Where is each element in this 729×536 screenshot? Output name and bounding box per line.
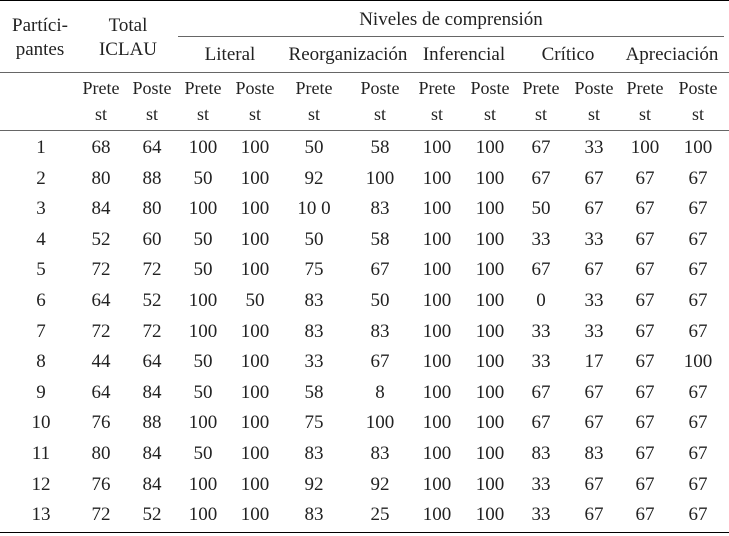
table-cell-r7-c4: 100	[240, 321, 270, 342]
table-cell-r4-c12: 67	[688, 229, 708, 250]
postest-header-2-a: Poste	[132, 78, 172, 98]
table-cell-r11-c1: 80	[91, 443, 111, 464]
table-cell-r3-c12: 67	[688, 198, 708, 219]
table-cell-r9-c9: 67	[531, 382, 551, 403]
table-cell-r4-c2: 60	[142, 229, 162, 250]
table-cell-r2-c8: 100	[475, 168, 505, 189]
table-cell-r4-c11: 67	[635, 229, 655, 250]
table-cell-r6-c5: 83	[304, 290, 324, 311]
table-cell-r7-c11: 67	[635, 321, 655, 342]
group-underline	[0, 72, 729, 73]
table-cell-r11-c11: 67	[635, 443, 655, 464]
pretest-header-5-a: Prete	[295, 78, 333, 98]
table-cell-r9-c11: 67	[635, 382, 655, 403]
table-cell-r2-c0: 2	[36, 168, 46, 189]
postest-header-6-a: Poste	[360, 78, 400, 98]
table-cell-r8-c1: 44	[91, 351, 111, 372]
table-cell-r13-c10: 67	[584, 504, 604, 525]
table-cell-r2-c4: 100	[240, 168, 270, 189]
table-cell-r5-c7: 100	[422, 259, 452, 280]
table-cell-r6-c9: 0	[536, 290, 546, 311]
table-cell-r5-c0: 5	[36, 259, 46, 280]
table-cell-r5-c3: 50	[193, 259, 213, 280]
header-participantes-2: pantes	[15, 39, 65, 60]
table-cell-r2-c3: 50	[193, 168, 213, 189]
table-cell-r5-c6: 67	[370, 259, 390, 280]
table-cell-r6-c6: 50	[370, 290, 390, 311]
table-cell-r6-c3: 100	[188, 290, 218, 311]
table-cell-r8-c10: 17	[584, 351, 604, 372]
table-cell-r2-c7: 100	[422, 168, 452, 189]
table-cell-r10-c4: 100	[240, 412, 270, 433]
table-cell-r12-c4: 100	[240, 474, 270, 495]
table-cell-r10-c6: 100	[365, 412, 395, 433]
table-cell-r1-c0: 1	[36, 137, 46, 158]
table-cell-r12-c6: 92	[370, 474, 390, 495]
table-cell-r7-c2: 72	[142, 321, 162, 342]
table-cell-r13-c1: 72	[91, 504, 111, 525]
table-cell-r10-c0: 10	[31, 412, 51, 433]
table-cell-r2-c5: 92	[304, 168, 324, 189]
table-cell-r13-c0: 13	[31, 504, 51, 525]
table-cell-r5-c9: 67	[531, 259, 551, 280]
table-cell-r4-c4: 100	[240, 229, 270, 250]
table-cell-r11-c2: 84	[142, 443, 162, 464]
table-cell-r13-c5: 83	[304, 504, 324, 525]
table-cell-r6-c8: 100	[475, 290, 505, 311]
table-cell-r11-c9: 83	[531, 443, 551, 464]
niveles-underline	[178, 36, 724, 37]
table-cell-r3-c4: 100	[240, 198, 270, 219]
table-cell-r13-c12: 67	[688, 504, 708, 525]
table-cell-r10-c12: 67	[688, 412, 708, 433]
table-cell-r10-c10: 67	[584, 412, 604, 433]
table-cell-r5-c2: 72	[142, 259, 162, 280]
table-cell-r1-c4: 100	[240, 137, 270, 158]
table-cell-r8-c8: 100	[475, 351, 505, 372]
table-cell-r2-c1: 80	[91, 168, 111, 189]
table-cell-r8-c3: 50	[193, 351, 213, 372]
table-cell-r1-c6: 58	[370, 137, 390, 158]
postest-header-4-a: Poste	[235, 78, 275, 98]
table-cell-r5-c10: 67	[584, 259, 604, 280]
postest-header-12-b: st	[691, 104, 704, 124]
table-cell-r9-c3: 50	[193, 382, 213, 403]
table-cell-r12-c2: 84	[142, 474, 162, 495]
table-cell-r6-c7: 100	[422, 290, 452, 311]
table-cell-r13-c4: 100	[240, 504, 270, 525]
postest-header-4-b: st	[248, 104, 261, 124]
table-cell-r9-c12: 67	[688, 382, 708, 403]
table-cell-r12-c11: 67	[635, 474, 655, 495]
table-cell-r1-c1: 68	[91, 137, 111, 158]
postest-header-2-b: st	[145, 104, 158, 124]
table-cell-r10-c2: 88	[142, 412, 162, 433]
header-total-2: ICLAU	[98, 39, 158, 60]
table-cell-r10-c11: 67	[635, 412, 655, 433]
table-cell-r6-c0: 6	[36, 290, 46, 311]
table-cell-r7-c6: 83	[370, 321, 390, 342]
table-cell-r13-c2: 52	[142, 504, 162, 525]
header-bottom-rule	[0, 130, 729, 131]
table-cell-r7-c10: 33	[584, 321, 604, 342]
pretest-header-1-b: st	[94, 104, 107, 124]
table-cell-r11-c3: 50	[193, 443, 213, 464]
table-cell-r13-c6: 25	[370, 504, 390, 525]
table-cell-r7-c9: 33	[531, 321, 551, 342]
table-cell-r13-c9: 33	[531, 504, 551, 525]
table-cell-r7-c5: 83	[304, 321, 324, 342]
table-cell-r3-c9: 50	[531, 198, 551, 219]
group-literal: Literal	[204, 44, 256, 65]
table-cell-r6-c10: 33	[584, 290, 604, 311]
postest-header-8-b: st	[483, 104, 496, 124]
top-rule	[0, 0, 729, 1]
table-cell-r2-c12: 67	[688, 168, 708, 189]
table-cell-r6-c4: 50	[245, 290, 265, 311]
table-cell-r4-c3: 50	[193, 229, 213, 250]
pretest-header-9-b: st	[534, 104, 547, 124]
table-cell-r3-c8: 100	[475, 198, 505, 219]
pretest-header-7-a: Prete	[418, 78, 456, 98]
table-cell-r11-c7: 100	[422, 443, 452, 464]
table-cell-r12-c9: 33	[531, 474, 551, 495]
table-cell-r13-c7: 100	[422, 504, 452, 525]
table-cell-r12-c7: 100	[422, 474, 452, 495]
table-cell-r4-c9: 33	[531, 229, 551, 250]
table-cell-r6-c11: 67	[635, 290, 655, 311]
table-cell-r1-c10: 33	[584, 137, 604, 158]
table-cell-r8-c0: 8	[36, 351, 46, 372]
table-cell-r12-c12: 67	[688, 474, 708, 495]
table-cell-r7-c8: 100	[475, 321, 505, 342]
pretest-header-11-a: Prete	[626, 78, 664, 98]
table-cell-r3-c11: 67	[635, 198, 655, 219]
table-cell-r10-c3: 100	[188, 412, 218, 433]
postest-header-6-b: st	[373, 104, 386, 124]
table-cell-r9-c10: 67	[584, 382, 604, 403]
pretest-header-9-a: Prete	[522, 78, 560, 98]
table-cell-r3-c1: 84	[91, 198, 111, 219]
table-cell-r2-c6: 100	[365, 168, 395, 189]
table-cell-r9-c1: 64	[91, 382, 111, 403]
table-cell-r11-c0: 11	[31, 443, 51, 464]
table-cell-r3-c6: 83	[370, 198, 390, 219]
table-cell-r7-c0: 7	[36, 321, 46, 342]
table-cell-r12-c1: 76	[91, 474, 111, 495]
table-cell-r4-c7: 100	[422, 229, 452, 250]
table-cell-r8-c4: 100	[240, 351, 270, 372]
table-cell-r10-c1: 76	[91, 412, 111, 433]
table-cell-r9-c4: 100	[240, 382, 270, 403]
table-cell-r4-c8: 100	[475, 229, 505, 250]
table-cell-r4-c0: 4	[36, 229, 46, 250]
table-cell-r8-c2: 64	[142, 351, 162, 372]
table-cell-r6-c2: 52	[142, 290, 162, 311]
header-niveles: Niveles de comprensión	[359, 9, 543, 30]
pretest-header-1-a: Prete	[82, 78, 120, 98]
table-cell-r1-c11: 100	[630, 137, 660, 158]
table-cell-r12-c0: 12	[31, 474, 51, 495]
table-cell-r2-c2: 88	[142, 168, 162, 189]
table-cell-r11-c4: 100	[240, 443, 270, 464]
table-cell-r8-c12: 100	[683, 351, 713, 372]
table-cell-r2-c10: 67	[584, 168, 604, 189]
postest-header-8-a: Poste	[470, 78, 510, 98]
postest-header-12-a: Poste	[678, 78, 718, 98]
table-cell-r13-c11: 67	[635, 504, 655, 525]
table-cell-r5-c12: 67	[688, 259, 708, 280]
table-cell-r1-c7: 100	[422, 137, 452, 158]
table-cell-r8-c5: 33	[304, 351, 324, 372]
table-cell-r8-c9: 33	[531, 351, 551, 372]
table-cell-r9-c8: 100	[475, 382, 505, 403]
table-cell-r7-c7: 100	[422, 321, 452, 342]
table-cell-r6-c1: 64	[91, 290, 111, 311]
table-cell-r4-c10: 33	[584, 229, 604, 250]
pretest-header-7-b: st	[430, 104, 443, 124]
table-cell-r12-c10: 67	[584, 474, 604, 495]
postest-header-10-b: st	[587, 104, 600, 124]
table-cell-r3-c2: 80	[142, 198, 162, 219]
pretest-header-11-b: st	[638, 104, 651, 124]
table-cell-r11-c10: 83	[584, 443, 604, 464]
table-cell-r10-c7: 100	[422, 412, 452, 433]
group-critico: Crítico	[541, 44, 595, 65]
table-cell-r9-c6: 8	[375, 382, 385, 403]
table-cell-r9-c5: 58	[304, 382, 324, 403]
table-cell-r1-c2: 64	[142, 137, 162, 158]
table-cell-r2-c11: 67	[635, 168, 655, 189]
table-cell-r1-c3: 100	[188, 137, 218, 158]
table-cell-r3-c0: 3	[36, 198, 46, 219]
table-cell-r12-c3: 100	[188, 474, 218, 495]
table-cell-r8-c6: 67	[370, 351, 390, 372]
table-cell-r4-c6: 58	[370, 229, 390, 250]
table-cell-r8-c11: 67	[635, 351, 655, 372]
table-cell-r3-c7: 100	[422, 198, 452, 219]
table-cell-r11-c5: 83	[304, 443, 324, 464]
table-cell-r1-c9: 67	[531, 137, 551, 158]
header-participantes-1: Partíci-	[12, 15, 68, 36]
table-cell-r10-c9: 67	[531, 412, 551, 433]
table-cell-r12-c8: 100	[475, 474, 505, 495]
table-cell-r7-c3: 100	[188, 321, 218, 342]
pretest-header-3-b: st	[196, 104, 209, 124]
table-cell-r10-c5: 75	[304, 412, 324, 433]
postest-header-10-a: Poste	[574, 78, 614, 98]
group-apreciacion: Apreciación	[625, 44, 719, 65]
table-cell-r5-c1: 72	[91, 259, 111, 280]
pretest-header-3-a: Prete	[184, 78, 222, 98]
table-cell-r13-c8: 100	[475, 504, 505, 525]
group-reorganizacion: Reorganización	[288, 44, 408, 65]
table-cell-r13-c3: 100	[188, 504, 218, 525]
table-cell-r4-c5: 50	[304, 229, 324, 250]
table-cell-r9-c7: 100	[422, 382, 452, 403]
table-cell-r11-c6: 83	[370, 443, 390, 464]
group-inferencial: Inferencial	[422, 44, 506, 65]
table-cell-r4-c1: 52	[91, 229, 111, 250]
table-cell-r6-c12: 67	[688, 290, 708, 311]
table-cell-r1-c5: 50	[304, 137, 324, 158]
table-cell-r11-c12: 67	[688, 443, 708, 464]
table-cell-r3-c5: 10 0	[297, 198, 331, 219]
table-cell-r8-c7: 100	[422, 351, 452, 372]
table-cell-r1-c8: 100	[475, 137, 505, 158]
pretest-header-5-b: st	[307, 104, 320, 124]
header-total-1: Total	[108, 15, 148, 36]
table-cell-r9-c2: 84	[142, 382, 162, 403]
table-cell-r11-c8: 100	[475, 443, 505, 464]
bottom-rule	[0, 532, 729, 533]
table-cell-r2-c9: 67	[531, 168, 551, 189]
table-cell-r3-c10: 67	[584, 198, 604, 219]
table-cell-r5-c11: 67	[635, 259, 655, 280]
table-cell-r10-c8: 100	[475, 412, 505, 433]
table-cell-r3-c3: 100	[188, 198, 218, 219]
table-cell-r7-c12: 67	[688, 321, 708, 342]
table-cell-r12-c5: 92	[304, 474, 324, 495]
table-cell-r9-c0: 9	[36, 382, 46, 403]
table-cell-r1-c12: 100	[683, 137, 713, 158]
table-cell-r7-c1: 72	[91, 321, 111, 342]
table-cell-r5-c8: 100	[475, 259, 505, 280]
table-cell-r5-c4: 100	[240, 259, 270, 280]
table-cell-r5-c5: 75	[304, 259, 324, 280]
